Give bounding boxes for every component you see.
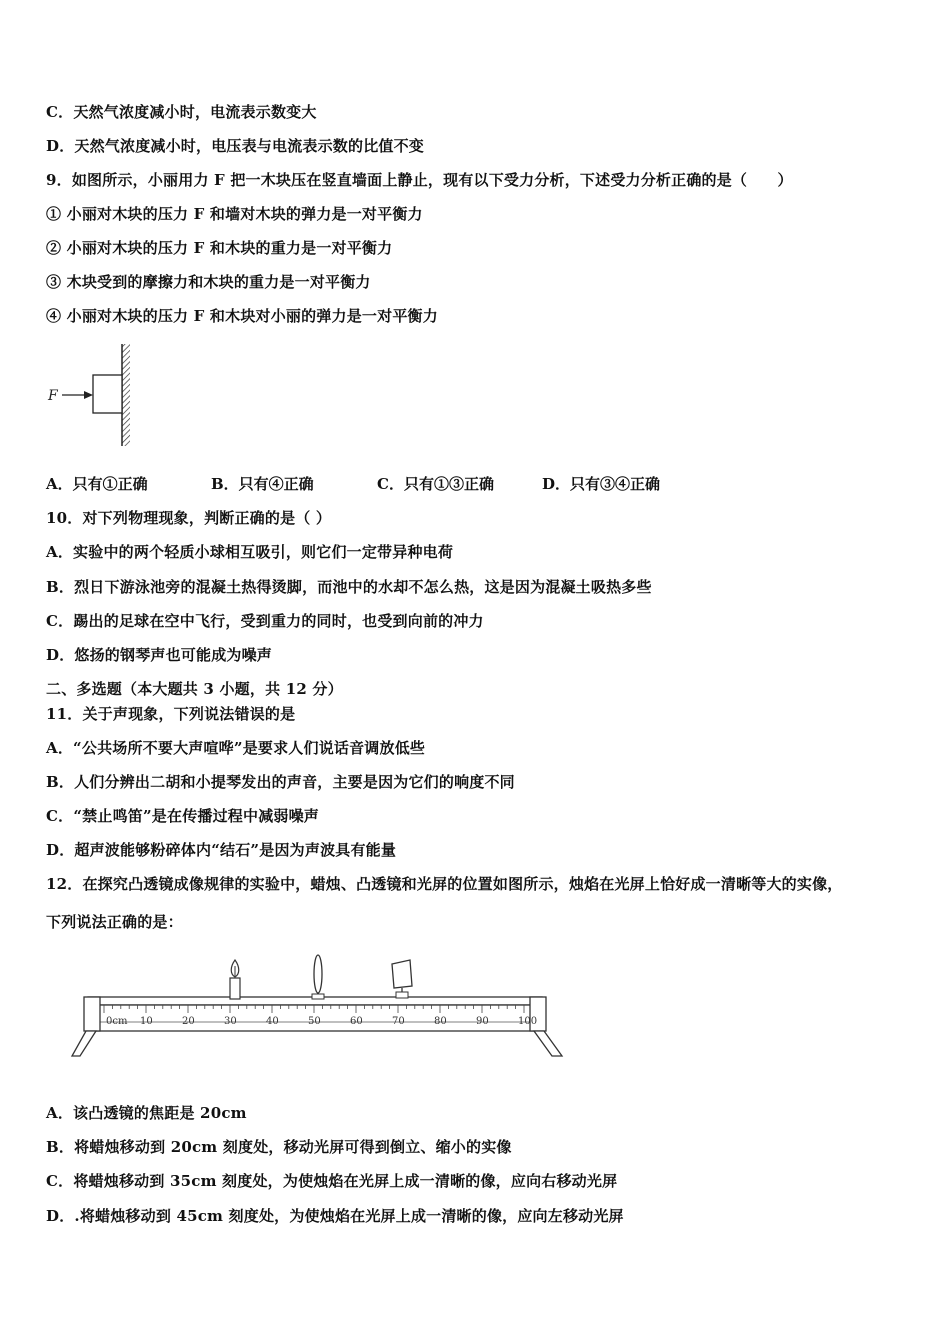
ruler-label: 20 — [182, 1016, 195, 1027]
q10-option-d: D．悠扬的钢琴声也可能成为噪声 — [46, 646, 273, 664]
q8-option-d: D．天然气浓度减小时，电压表与电流表示数的比值不变 — [46, 137, 425, 155]
light-screen — [392, 960, 412, 998]
q12-option-b: B．将蜡烛移动到 20cm 刻度处，移动光屏可得到倒立、缩小的实像 — [46, 1138, 512, 1156]
wall-hatching — [122, 344, 130, 446]
q8-option-c: C．天然气浓度减小时，电流表示数变大 — [46, 103, 317, 121]
ruler-label: 70 — [392, 1016, 405, 1027]
q9-option-c: C．只有①③正确 — [377, 475, 494, 493]
bench-left-end — [84, 997, 100, 1031]
q12-option-a: A．该凸透镜的焦距是 20cm — [46, 1104, 247, 1122]
ruler-label: 100 — [518, 1016, 538, 1027]
bench-right-leg — [534, 1031, 562, 1056]
ruler-label: 10 — [140, 1016, 153, 1027]
q9-option-b: B．只有④正确 — [211, 475, 314, 493]
q11-stem: 11．关于声现象，下列说法错误的是 — [46, 705, 296, 723]
q9-statement-3: ③ 木块受到的摩擦力和木块的重力是一对平衡力 — [46, 273, 371, 291]
q9-figure-wall-block — [40, 338, 150, 450]
q12-option-d: D．.将蜡烛移动到 45cm 刻度处，为使烛焰在光屏上成一清晰的像，应向左移动光屏 — [46, 1207, 624, 1225]
ruler-label: 80 — [434, 1016, 447, 1027]
q11-option-d: D．超声波能够粉碎体内“结石”是因为声波具有能量 — [46, 841, 397, 859]
q11-option-a: A．“公共场所不要大声喧哗”是要求人们说话音调放低些 — [46, 739, 426, 757]
q9-options — [46, 474, 746, 494]
ruler-label: 40 — [266, 1016, 279, 1027]
q12-optical-bench-figure — [66, 950, 570, 1065]
wooden-block — [93, 375, 122, 413]
ruler-label: 90 — [476, 1016, 489, 1027]
section-heading: 二、多选题（本大题共 3 小题，共 12 分） — [46, 680, 343, 698]
q11-option-c: C．“禁止鸣笛”是在传播过程中减弱噪声 — [46, 807, 319, 825]
q10-option-c: C．踢出的足球在空中飞行，受到重力的同时，也受到向前的冲力 — [46, 612, 484, 630]
q9-option-a: A．只有①正确 — [46, 475, 148, 493]
q12-stem-line2: 下列说法正确的是： — [46, 913, 183, 931]
ruler-label: 0cm — [106, 1016, 128, 1027]
force-arrowhead — [84, 391, 93, 399]
ruler-label: 60 — [350, 1016, 363, 1027]
ruler-label: 30 — [224, 1016, 237, 1027]
q9-statement-2: ② 小丽对木块的压力 F 和木块的重力是一对平衡力 — [46, 239, 393, 257]
bench-left-leg — [72, 1031, 96, 1056]
q9-statement-4: ④ 小丽对木块的压力 F 和木块对小丽的弹力是一对平衡力 — [46, 307, 438, 325]
q9-stem: 9．如图所示，小丽用力 F 把一木块压在竖直墙面上静止，现有以下受力分析，下述受力分析正确的是（ ） — [46, 171, 793, 189]
q9-option-d: D．只有③④正确 — [542, 475, 661, 493]
ruler-label: 50 — [308, 1016, 321, 1027]
candle — [230, 960, 240, 999]
q10-option-b: B．烈日下游泳池旁的混凝土热得烫脚，而池中的水却不怎么热，这是因为混凝土吸热多些 — [46, 578, 652, 596]
q12-stem-line1: 12．在探究凸透镜成像规律的实验中，蜡烛、凸透镜和光屏的位置如图所示，烛焰在光屏上恰好成一清晰等大的实像， — [46, 875, 843, 893]
q11-option-b: B．人们分辨出二胡和小提琴发出的声音，主要是因为它们的响度不同 — [46, 773, 515, 791]
convex-lens — [312, 955, 324, 999]
q12-option-c: C．将蜡烛移动到 35cm 刻度处，为使烛焰在光屏上成一清晰的像，应向右移动光屏 — [46, 1172, 618, 1190]
force-label: F — [48, 388, 58, 404]
q10-stem: 10．对下列物理现象，判断正确的是（ ） — [46, 509, 332, 527]
q10-option-a: A．实验中的两个轻质小球相互吸引，则它们一定带异种电荷 — [46, 543, 454, 561]
q9-statement-1: ① 小丽对木块的压力 F 和墙对木块的弹力是一对平衡力 — [46, 205, 423, 223]
